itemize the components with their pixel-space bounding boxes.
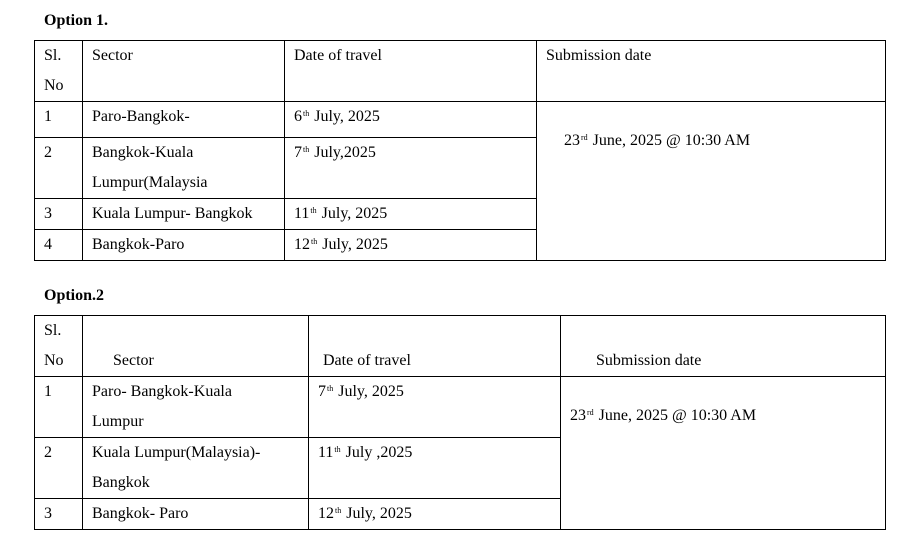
table-header-row bbox=[35, 316, 886, 377]
header-sector: Sector bbox=[83, 41, 285, 102]
date-cell: 6th July, 2025 bbox=[285, 102, 537, 138]
header-sector: Sector bbox=[83, 316, 309, 377]
header-submission-date: Submission date bbox=[537, 41, 886, 102]
sector-cell: Bangkok-Paro bbox=[83, 230, 285, 261]
header-submission-date: Submission date bbox=[561, 316, 886, 377]
sector-cell: Paro-Bangkok- bbox=[83, 102, 285, 138]
date-cell: 12th July, 2025 bbox=[309, 499, 561, 530]
sl-cell: 2 bbox=[35, 138, 83, 199]
submission-date-cell: 23rd June, 2025 @ 10:30 AM bbox=[537, 102, 886, 261]
sl-cell: 1 bbox=[35, 377, 83, 438]
date-cell: 11th July ,2025 bbox=[309, 438, 561, 499]
table-row bbox=[35, 377, 886, 438]
sl-cell: 3 bbox=[35, 199, 83, 230]
header-date-of-travel: Date of travel bbox=[309, 316, 561, 377]
sl-cell: 3 bbox=[35, 499, 83, 530]
date-cell: 7th July, 2025 bbox=[309, 377, 561, 438]
header-sl-no: Sl. No bbox=[35, 41, 83, 102]
sector-cell: Bangkok-Kuala Lumpur(Malaysia bbox=[83, 138, 285, 199]
date-cell: 12th July, 2025 bbox=[285, 230, 537, 261]
sector-cell: Paro- Bangkok-Kuala Lumpur bbox=[83, 377, 309, 438]
option-2-heading: Option.2 bbox=[44, 287, 105, 304]
sector-cell: Bangkok- Paro bbox=[83, 499, 309, 530]
option-1-table bbox=[34, 40, 886, 261]
option-2-table bbox=[34, 315, 886, 530]
option-1-heading: Option 1. bbox=[44, 12, 109, 29]
sl-cell: 2 bbox=[35, 438, 83, 499]
sector-cell: Kuala Lumpur(Malaysia)- Bangkok bbox=[83, 438, 309, 499]
date-cell: 11th July, 2025 bbox=[285, 199, 537, 230]
date-cell: 7th July,2025 bbox=[285, 138, 537, 199]
submission-date-cell: 23rd June, 2025 @ 10:30 AM bbox=[561, 377, 886, 530]
sl-cell: 1 bbox=[35, 102, 83, 138]
table-row bbox=[35, 102, 886, 138]
sl-cell: 4 bbox=[35, 230, 83, 261]
sector-cell: Kuala Lumpur- Bangkok bbox=[83, 199, 285, 230]
table-header-row bbox=[35, 41, 886, 102]
header-date-of-travel: Date of travel bbox=[285, 41, 537, 102]
header-sl-no: Sl. No bbox=[35, 316, 83, 377]
